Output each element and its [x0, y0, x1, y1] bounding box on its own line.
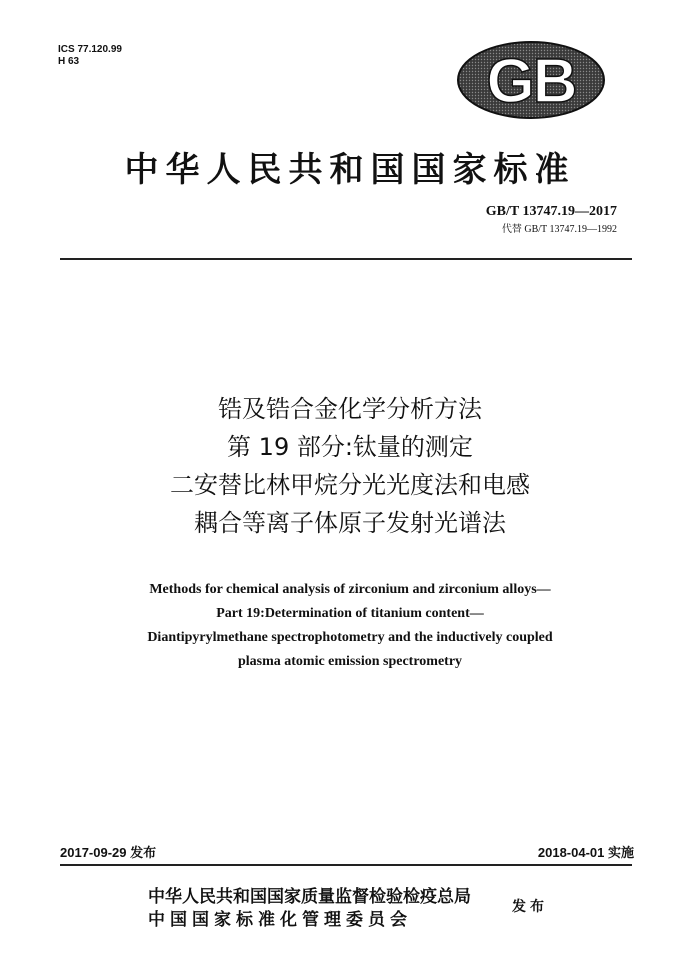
english-title-line: Methods for chemical analysis of zirconium and zirconium alloys— — [149, 582, 551, 597]
standard-type-title: 中华人民共和国国家标准 — [124, 150, 576, 190]
classification-codes — [58, 44, 122, 68]
gb-logo — [456, 40, 606, 120]
publish-label: 发布 — [512, 899, 548, 915]
standard-number: GB/T 13747.19—2017 — [485, 204, 617, 219]
svg-text:GB: GB — [486, 47, 576, 116]
implementation-date: 2018-04-01 实施 — [537, 845, 634, 860]
issue-date: 2017-09-29 发布 — [60, 845, 157, 860]
chinese-title-line: 二安替比林甲烷分光光度法和电感 — [170, 471, 530, 499]
issuing-authorities — [148, 886, 471, 932]
english-title-line: Part 19:Determination of titanium content— — [216, 606, 484, 621]
english-title-line: Diantipyrylmethane spectrophotometry and the inductively coupled — [147, 630, 553, 645]
divider-top — [60, 258, 632, 260]
replaces-standard: 代替 GB/T 13747.19—1992 — [501, 224, 617, 235]
english-title-line: plasma atomic emission spectrometry — [237, 654, 463, 669]
chinese-title-line: 锆及锆合金化学分析方法 — [218, 395, 482, 423]
divider-bottom — [60, 864, 632, 866]
chinese-title-line: 耦合等离子体原子发射光谱法 — [194, 509, 506, 537]
english-title — [0, 578, 700, 674]
issuer-sac: 中国国家标准化管理委员会 — [148, 910, 412, 930]
issuer-aqsiq: 中华人民共和国国家质量监督检验检疫总局 — [148, 887, 471, 907]
ics-code: ICS 77.120.99 — [58, 44, 122, 55]
chinese-title — [0, 390, 700, 542]
ccs-code: H 63 — [58, 56, 80, 67]
chinese-title-line: 第 19 部分:钛量的测定 — [227, 433, 473, 461]
